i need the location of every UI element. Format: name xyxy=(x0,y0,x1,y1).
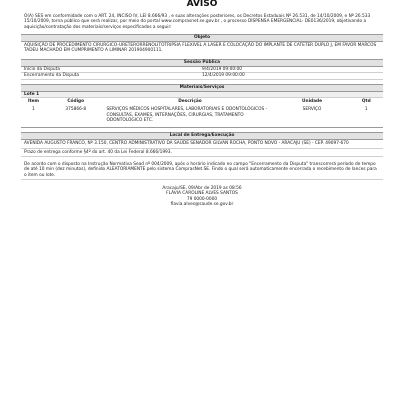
col-descricao: Descrição xyxy=(178,99,202,105)
sessao-label: Início da Disputa xyxy=(24,66,60,72)
intro-paragraph: O(A) SES em conformidade com o ART. 24, INCISO IV, LEI 8.666/93 , e suas alterações posteriores, os Decretos Estaduais Nº 26.531, de 14/10/2009, e Nº 26.533 15/10/2009, torna público que será realizar, por meio do portal www.comprasnet.se.gov.br , o processo DISPENSA EMERGENCIAL- DE0136/2019, objetivando a aquisição/contratação dos materiais/serviços especificados a seguir: xyxy=(24,14,371,30)
lote-label: Lote 1 xyxy=(21,92,383,99)
col-unidade: Unidade xyxy=(302,99,323,105)
cell-item: 1 xyxy=(32,107,35,113)
sessao-value: 12/4/2019 09:00:00 xyxy=(202,73,245,79)
local-heading: Local de Entrega/Execução xyxy=(21,132,383,140)
cell-unidade: SERVIÇO xyxy=(302,107,322,113)
items-header-row xyxy=(21,98,383,106)
table-row xyxy=(21,106,383,124)
items-table xyxy=(21,98,383,124)
nota-paragraph: De acordo com o disposto na Instrução Normativa Sead nº 004/2009, após o horário indicado no campo "Encerramento da Disputa" transcorrerá período de tempo de até 10 min (dez minutos), definido ALEATORIAMENTE pelo sistema ComprasNet.SE. Findo o qual será automaticamente encerrada o recebimento de lances para o item ou lote. xyxy=(21,161,383,180)
cell-codigo: 375866-8 xyxy=(65,107,87,113)
objeto-text: AQUISIÇÃO DE PROCEDIMENTO CIRURGICO-URETERORRENOLITOTRIPSIA FLEXIVEL A LASER E COLOCAÇÃO DO IMPLANTE DE CATETER DUPLO J, EM FAVOR MARCOS TADEU MACHADO EM CUMPRIMENTO A LIMINAR 201904900111. xyxy=(24,43,377,54)
sessao-label: Encerramento da Disputa xyxy=(24,73,80,79)
local-address: AVENIDA AUGUSTO FRANCO, Nº 3.150, CENTRO ADMINISTRATIVO DA SAÚDE SENADOR GILVAN ROCHA, PONTO NOVO - ARACAJU (SE) - CEP. 49097-670 xyxy=(21,140,383,148)
col-codigo: Código xyxy=(67,99,85,105)
sessao-row-encerramento xyxy=(21,73,383,80)
page-title: AVISO xyxy=(186,0,218,9)
cell-qtd: 1 xyxy=(364,107,368,113)
objeto-heading: Objeto xyxy=(21,34,383,42)
place-date: Aracaju/SE, 09/Abr de 2019 as 08:56 xyxy=(162,186,242,192)
sessao-heading: Sessão Pública xyxy=(21,59,383,67)
signatory-phone: 79 0000-0000 xyxy=(186,196,218,202)
sessao-value: 9/4/2019 09:00:00 xyxy=(202,66,242,72)
signatory-name: FLÁVIA CAROLINE ALVES SANTOS xyxy=(166,191,238,197)
signature-block xyxy=(21,186,383,207)
col-qtd: Qtd xyxy=(361,99,371,105)
col-item: Item xyxy=(27,99,40,105)
materiais-heading: Materiais/Serviços xyxy=(21,84,383,92)
table-divider xyxy=(21,124,383,128)
local-prazo: Prazo de entrega conforme §4º do art. 40 da Lei Federal 8.666/1993. xyxy=(21,149,383,157)
document-page xyxy=(21,0,383,207)
signatory-email: flavia.alves@saude.se.gov.br xyxy=(170,202,234,208)
cell-descricao: SERVIÇOS MÉDICOS HOSPITALARES, LABORATORIAIS E ODONTOLÓGICOS - CONSULTAS, EXAMES, INTERNAÇÕES, CIRURGIAS, TRATAMENTO ODONTOLÓGICO ETC. xyxy=(106,107,268,124)
